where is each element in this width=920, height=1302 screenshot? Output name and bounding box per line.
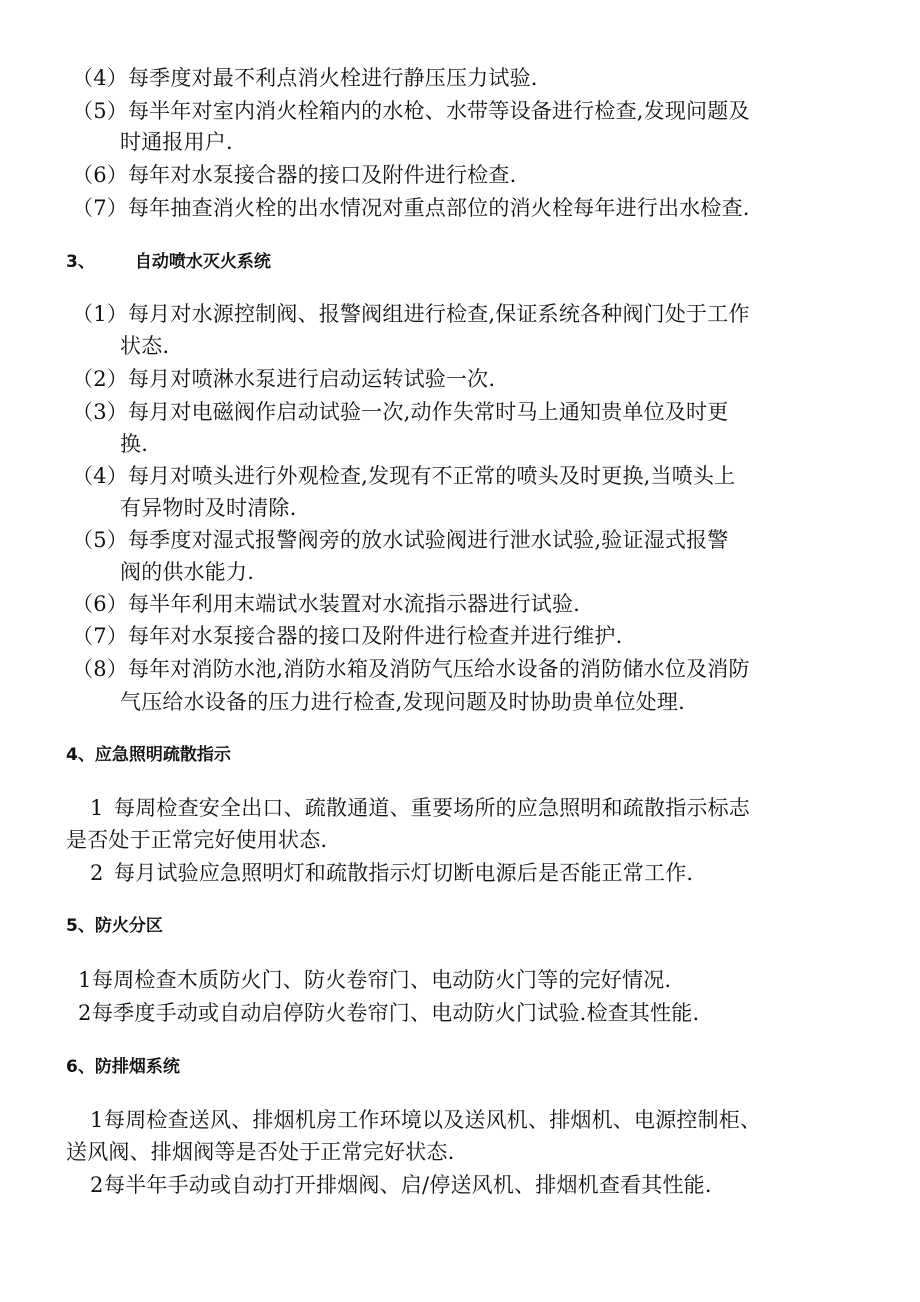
section3-item-1-continuation: 状态.	[120, 334, 170, 358]
item-number: （7）	[72, 196, 128, 220]
item-text: 每月对电磁阀作启动试验一次,动作失常时马上通知贵单位及时更	[127, 400, 729, 424]
section3-item-5	[72, 526, 728, 554]
section6-heading: 6、防排烟系统	[66, 1057, 180, 1077]
item-number: 2	[78, 1001, 92, 1025]
item-number: （5）	[72, 99, 128, 123]
item-number: （6）	[72, 163, 128, 187]
item-number: 1	[90, 1108, 104, 1132]
section3-item-8-continuation: 气压给水设备的压力进行检查,发现问题及时协助贵单位处理.	[120, 690, 685, 714]
section3-item-4-continuation: 有异物时及时清除.	[120, 496, 297, 520]
section3-item-4	[72, 462, 735, 490]
section3-item-6	[72, 590, 580, 618]
item-number: （5）	[72, 528, 128, 552]
item-number: 1	[78, 968, 92, 992]
section4-heading: 4、应急照明疏散指示	[66, 745, 231, 765]
section5-item-2	[78, 999, 699, 1027]
item-number: （6）	[72, 592, 128, 616]
section3-item-3	[72, 398, 728, 426]
section3-title: 自动喷水灭火系统	[134, 252, 271, 272]
item-text: 每年对水泵接合器的接口及附件进行检查并进行维护.	[127, 624, 623, 648]
section3-item-2	[72, 365, 495, 393]
item-text: 每年对消防水池,消防水箱及消防气压给水设备的消防储水位及消防	[127, 657, 750, 681]
section6-item-1-continuation: 送风阀、排烟阀等是否处于正常完好状态.	[66, 1140, 455, 1164]
item-text: 每年抽查消火栓的出水情况对重点部位的消火栓每年进行出水检查.	[127, 196, 750, 220]
item-text: 每月试验应急照明灯和疏散指示灯切断电源后是否能正常工作.	[114, 861, 694, 885]
section2-item-5-continuation: 时通报用户.	[120, 130, 233, 154]
section6-item-1	[90, 1106, 761, 1134]
item-text: 每周检查安全出口、疏散通道、重要场所的应急照明和疏散指示标志	[114, 796, 750, 820]
section3-item-5-continuation: 阀的供水能力.	[120, 560, 255, 584]
item-text: 每季度对最不利点消火栓进行静压压力试验.	[127, 66, 538, 90]
section2-item-5	[72, 97, 750, 125]
section2-item-6	[72, 161, 516, 189]
section3-item-3-continuation: 换.	[120, 432, 149, 456]
item-text: 每周检查送风、排烟机房工作环境以及送风机、排烟机、电源控制柜、	[104, 1108, 762, 1132]
item-text: 每月对喷淋水泵进行启动运转试验一次.	[127, 367, 496, 391]
section5-heading: 5、防火分区	[66, 916, 163, 936]
section3-item-8	[72, 655, 750, 683]
item-number: （2）	[72, 367, 128, 391]
item-number: 2	[90, 1173, 104, 1197]
item-number: （4）	[72, 66, 128, 90]
section2-item-4	[72, 64, 538, 92]
item-text: 每年对水泵接合器的接口及附件进行检查.	[127, 163, 517, 187]
item-text: 每半年手动或自动打开排烟阀、启/停送风机、排烟机查看其性能.	[104, 1173, 712, 1197]
item-number: （1）	[72, 302, 128, 326]
item-text: 每半年对室内消火栓箱内的水枪、水带等设备进行检查,发现问题及	[127, 99, 750, 123]
section4-item-1-continuation: 是否处于正常完好使用状态.	[66, 828, 328, 852]
item-number: （7）	[72, 624, 128, 648]
section3-item-7	[72, 622, 622, 650]
item-text: 每月对喷头进行外观检查,发现有不正常的喷头及时更换,当喷头上	[127, 464, 736, 488]
item-number: 1	[90, 796, 104, 820]
item-text: 每半年利用末端试水装置对水流指示器进行试验.	[127, 592, 581, 616]
section3-number: 3、	[66, 252, 95, 272]
section4-item-1	[90, 794, 750, 822]
section5-item-1	[78, 966, 671, 994]
section6-item-2	[90, 1171, 712, 1199]
section2-item-7	[72, 194, 750, 222]
item-number: （4）	[72, 464, 128, 488]
item-text: 每周检查木质防火门、防火卷帘门、电动防火门等的完好情况.	[92, 968, 672, 992]
section3-item-1	[72, 300, 750, 328]
item-text: 每月对水源控制阀、报警阀组进行检查,保证系统各种阀门处于工作	[127, 302, 750, 326]
section4-item-2	[90, 859, 693, 887]
item-text: 每季度对湿式报警阀旁的放水试验阀进行泄水试验,验证湿式报警	[127, 528, 729, 552]
item-number: 2	[90, 861, 104, 885]
item-text: 每季度手动或自动启停防火卷帘门、电动防火门试验.检查其性能.	[92, 1001, 700, 1025]
section3-heading	[66, 250, 271, 274]
item-number: （3）	[72, 400, 128, 424]
item-number: （8）	[72, 657, 128, 681]
